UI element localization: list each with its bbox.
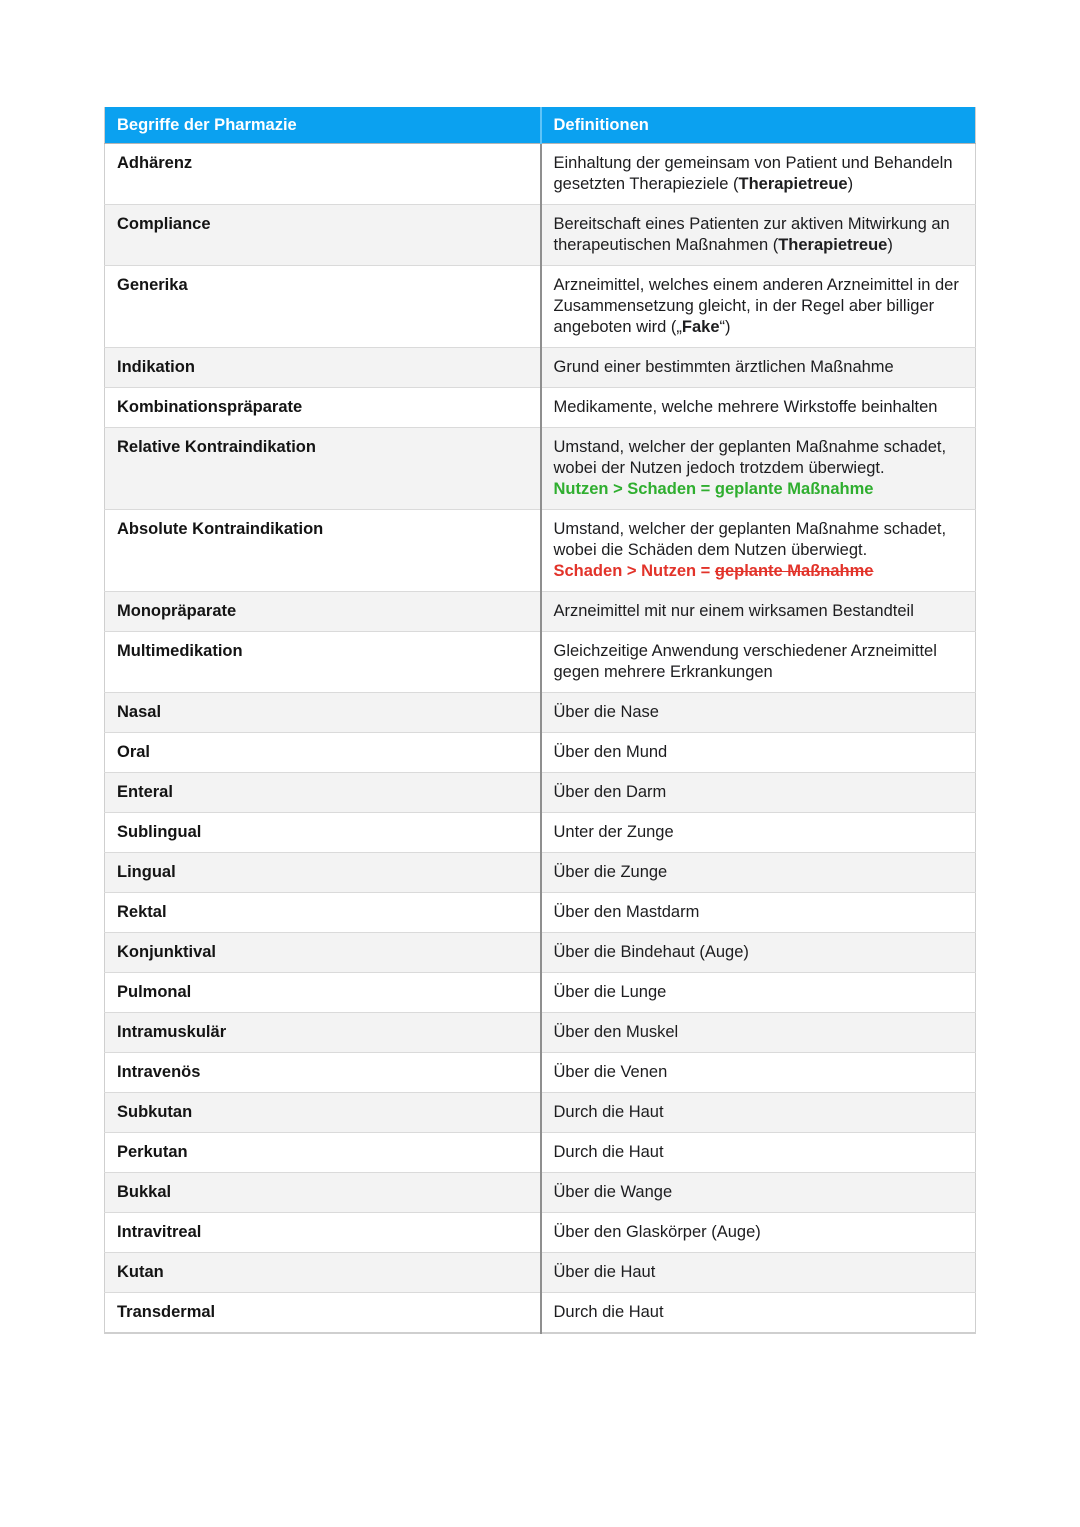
term-cell: Konjunktival bbox=[105, 933, 541, 973]
term-cell: Multimedikation bbox=[105, 632, 541, 693]
definition-segment: “) bbox=[719, 318, 731, 336]
table-row bbox=[105, 592, 976, 632]
definition-segment: Schaden > Nutzen = bbox=[553, 562, 715, 580]
definition-segment: Über die Nase bbox=[553, 703, 659, 721]
term-cell: Lingual bbox=[105, 853, 541, 893]
definition-cell bbox=[541, 1053, 976, 1093]
definition-cell bbox=[541, 693, 976, 733]
definition-segment: Bereitschaft eines Patienten zur aktiven Mitwirkung an therapeutischen Maßnahmen ( bbox=[553, 215, 950, 254]
table-row bbox=[105, 144, 976, 205]
definition-segment: Über die Wange bbox=[553, 1183, 673, 1201]
table-row bbox=[105, 693, 976, 733]
definition-cell bbox=[541, 388, 976, 428]
definition-cell bbox=[541, 813, 976, 853]
table-row bbox=[105, 1013, 976, 1053]
definition-segment: Durch die Haut bbox=[553, 1303, 664, 1321]
table-row bbox=[105, 266, 976, 348]
table-row bbox=[105, 632, 976, 693]
table-row bbox=[105, 1253, 976, 1293]
term-cell: Nasal bbox=[105, 693, 541, 733]
definition-segment: Therapietreue bbox=[778, 236, 888, 254]
term-cell: Intravitreal bbox=[105, 1213, 541, 1253]
definition-segment: Über den Mastdarm bbox=[553, 903, 700, 921]
table-row bbox=[105, 1293, 976, 1334]
term-cell: Oral bbox=[105, 733, 541, 773]
term-cell: Enteral bbox=[105, 773, 541, 813]
term-cell: Rektal bbox=[105, 893, 541, 933]
definition-segment: geplante Maßnahme bbox=[714, 562, 874, 580]
definition-segment: Durch die Haut bbox=[553, 1103, 664, 1121]
definition-segment: Über den Mund bbox=[553, 743, 668, 761]
definition-cell bbox=[541, 510, 976, 592]
definition-segment: Grund einer bestimmten ärztlichen Maßnahme bbox=[553, 358, 894, 376]
table-row bbox=[105, 973, 976, 1013]
term-cell: Bukkal bbox=[105, 1173, 541, 1213]
definition-segment: Über den Darm bbox=[553, 783, 667, 801]
header-row bbox=[105, 107, 976, 144]
table-row bbox=[105, 1093, 976, 1133]
term-cell: Adhärenz bbox=[105, 144, 541, 205]
table-row bbox=[105, 773, 976, 813]
table-row bbox=[105, 813, 976, 853]
term-cell: Kutan bbox=[105, 1253, 541, 1293]
definition-segment: ) bbox=[887, 236, 893, 254]
table-row bbox=[105, 1173, 976, 1213]
definition-cell bbox=[541, 144, 976, 205]
definition-cell bbox=[541, 1293, 976, 1334]
definition-cell bbox=[541, 348, 976, 388]
definition-segment: Medikamente, welche mehrere Wirkstoffe beinhalten bbox=[553, 398, 938, 416]
definition-cell bbox=[541, 205, 976, 266]
definition-segment: Über die Bindehaut (Auge) bbox=[553, 943, 749, 961]
definition-cell bbox=[541, 266, 976, 348]
table-row bbox=[105, 428, 976, 510]
term-cell: Generika bbox=[105, 266, 541, 348]
pharmazie-definitions-table bbox=[104, 107, 976, 1334]
definition-segment: Über den Muskel bbox=[553, 1023, 679, 1041]
definition-segment: Arzneimittel mit nur einem wirksamen Bestandteil bbox=[553, 602, 914, 620]
definition-segment: Therapietreue bbox=[738, 175, 848, 193]
term-cell: Absolute Kontraindikation bbox=[105, 510, 541, 592]
definition-segment: Unter der Zunge bbox=[553, 823, 674, 841]
definition-cell bbox=[541, 1133, 976, 1173]
term-cell: Perkutan bbox=[105, 1133, 541, 1173]
term-cell: Pulmonal bbox=[105, 973, 541, 1013]
table-row bbox=[105, 1133, 976, 1173]
definition-cell bbox=[541, 428, 976, 510]
definition-segment: Einhaltung der gemeinsam von Patient und Behandeln gesetzten Therapieziele ( bbox=[553, 154, 953, 193]
table-row bbox=[105, 853, 976, 893]
table-row bbox=[105, 348, 976, 388]
definition-segment: Über den Glaskörper (Auge) bbox=[553, 1223, 761, 1241]
definition-segment: Umstand, welcher der geplanten Maßnahme schadet, wobei die Schäden dem Nutzen überwiegt. bbox=[553, 520, 947, 559]
definition-cell bbox=[541, 1253, 976, 1293]
table-row bbox=[105, 1053, 976, 1093]
term-cell: Transdermal bbox=[105, 1293, 541, 1334]
definition-cell bbox=[541, 973, 976, 1013]
table-row bbox=[105, 388, 976, 428]
definition-segment: Fake bbox=[681, 318, 720, 336]
term-cell: Compliance bbox=[105, 205, 541, 266]
column-header-definitionen: Definitionen bbox=[541, 107, 976, 144]
table-row bbox=[105, 893, 976, 933]
table-row bbox=[105, 205, 976, 266]
definition-cell bbox=[541, 733, 976, 773]
definition-cell bbox=[541, 893, 976, 933]
definition-cell bbox=[541, 592, 976, 632]
table-row bbox=[105, 733, 976, 773]
table-body bbox=[105, 144, 976, 1334]
definition-cell bbox=[541, 1093, 976, 1133]
term-cell: Subkutan bbox=[105, 1093, 541, 1133]
table-row bbox=[105, 510, 976, 592]
definition-segment: Durch die Haut bbox=[553, 1143, 664, 1161]
term-cell: Sublingual bbox=[105, 813, 541, 853]
definition-cell bbox=[541, 773, 976, 813]
column-header-begriffe: Begriffe der Pharmazie bbox=[105, 107, 541, 144]
definition-cell bbox=[541, 933, 976, 973]
definition-cell bbox=[541, 1213, 976, 1253]
definition-segment: Arzneimittel, welches einem anderen Arzneimittel in der Zusammensetzung gleicht, in der Regel aber billiger angeboten wird („ bbox=[553, 276, 959, 336]
term-cell: Monopräparate bbox=[105, 592, 541, 632]
term-cell: Intravenös bbox=[105, 1053, 541, 1093]
definition-cell bbox=[541, 1173, 976, 1213]
definition-cell bbox=[541, 632, 976, 693]
definition-segment: Umstand, welcher der geplanten Maßnahme schadet, wobei der Nutzen jedoch trotzdem überwiegt. bbox=[553, 438, 947, 477]
term-cell: Relative Kontraindikation bbox=[105, 428, 541, 510]
term-cell: Indikation bbox=[105, 348, 541, 388]
table-row bbox=[105, 933, 976, 973]
definition-segment: Über die Venen bbox=[553, 1063, 668, 1081]
definition-segment: Gleichzeitige Anwendung verschiedener Arzneimittel gegen mehrere Erkrankungen bbox=[553, 642, 937, 681]
definition-segment: Über die Lunge bbox=[553, 983, 667, 1001]
definition-segment: Nutzen > Schaden = geplante Maßnahme bbox=[553, 480, 874, 498]
table-row bbox=[105, 1213, 976, 1253]
term-cell: Intramuskulär bbox=[105, 1013, 541, 1053]
definition-cell bbox=[541, 1013, 976, 1053]
definition-cell bbox=[541, 853, 976, 893]
term-cell: Kombinationspräparate bbox=[105, 388, 541, 428]
definition-segment: ) bbox=[847, 175, 854, 193]
definition-segment: Über die Haut bbox=[553, 1263, 656, 1281]
definition-segment: Über die Zunge bbox=[553, 863, 668, 881]
